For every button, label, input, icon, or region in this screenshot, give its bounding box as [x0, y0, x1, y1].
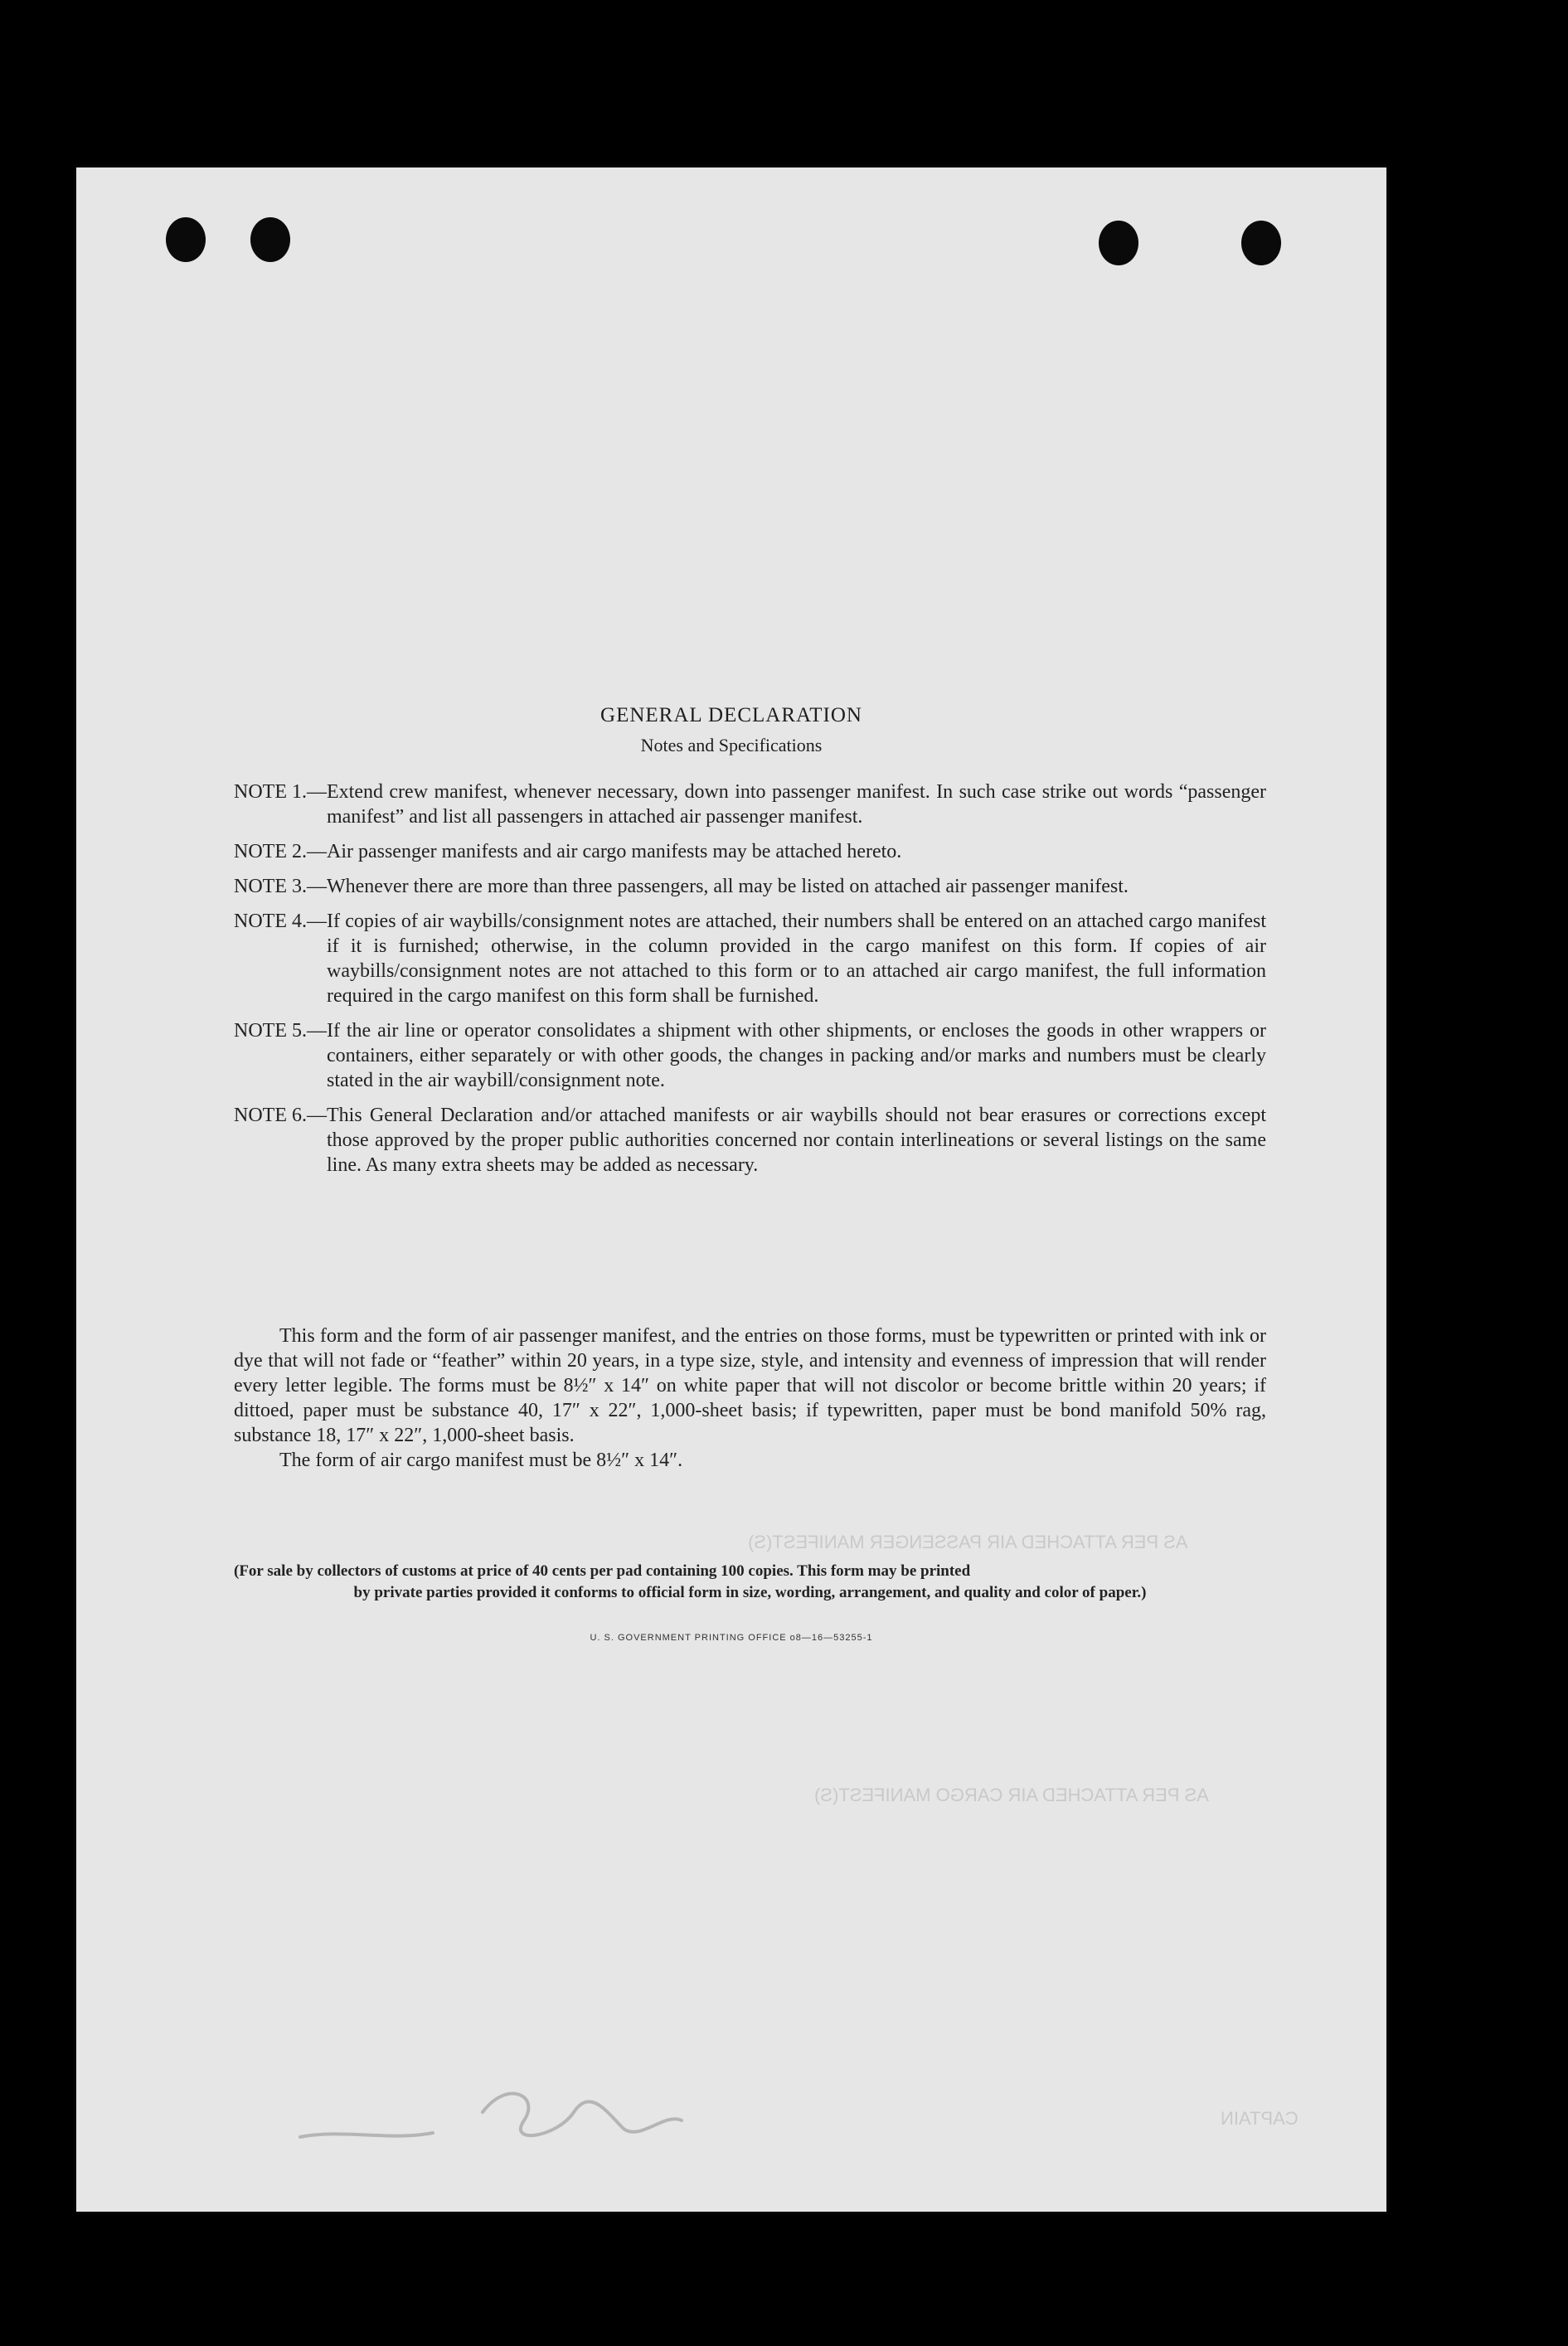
note-text: Air passenger manifests and air cargo manifests may be attached hereto. — [326, 841, 902, 862]
note-label: NOTE 2.— — [234, 841, 327, 862]
punch-hole-left-2 — [250, 217, 290, 262]
note-label: NOTE 3.— — [234, 876, 327, 897]
note-text: This General Declaration and/or attached manifests or air waybills should not bear erasures or corrections except those approved by the proper public authorities concerned nor contain interlineations or several listings on the same line. As many extra sheets may be added as necessary. — [326, 1105, 1266, 1176]
sale-notice-line-1: (For sale by collectors of customs at price of 40 cents per pad containing 100 copies. This form may be printed — [234, 1562, 971, 1580]
note-2 — [234, 839, 1266, 864]
bleed-through-passenger: AS PER ATTACHED AIR PASSENGER MANIFEST(S) — [748, 1532, 1188, 1552]
note-4 — [234, 909, 1266, 1008]
punch-hole-right-2 — [1241, 221, 1281, 265]
document-subtitle: Notes and Specifications — [640, 735, 823, 755]
document-title: GENERAL DECLARATION — [600, 704, 862, 726]
note-text: Extend crew manifest, whenever necessary, down into passenger manifest. In such case strike out words “passenger manifest” and list all passengers in attached air passenger manifest. — [326, 781, 1266, 828]
sale-notice-line-2: by private parties provided it conforms to official form in size, wording, arrangement, and quality and color of paper.) — [353, 1584, 1147, 1601]
specification-text: This form and the form of air passenger manifest, and the entries on those forms, must be typewritten or printed with ink or dye that will not fade or “feather” within 20 years, in a type size, style, and intensity and evenness of impression that will render every letter legible. The forms must be 8½″ x 14″ on white paper that will not discolor or become brittle within 20 years; if dittoed, paper must be substance 40, 17″ x 22″, 1,000-sheet basis; if typewritten, paper must be bond manifold 50% rag, substance 18, 17″ x 22″, 1,000-sheet basis. — [234, 1325, 1266, 1446]
printer-imprint: U. S. GOVERNMENT PRINTING OFFICE o8—16—53255-1 — [590, 1633, 873, 1643]
notes-list — [234, 780, 1266, 1188]
note-text: If copies of air waybills/consignment notes are attached, their numbers shall be entered on an attached cargo manifest if it is furnished; otherwise, in the column provided in the cargo manifest on this form. If copies of air waybills/consignment notes are not attached to this form or to an attached air cargo manifest, the full information required in the cargo manifest on this form shall be furnished. — [326, 911, 1266, 1007]
bleed-through-cargo: AS PER ATTACHED AIR CARGO MANIFEST(S) — [814, 1785, 1209, 1805]
signature-bleed-through — [292, 2062, 756, 2162]
note-1 — [234, 780, 1266, 829]
note-5 — [234, 1018, 1266, 1093]
punch-hole-right-1 — [1099, 221, 1138, 265]
note-label: NOTE 4.— — [234, 911, 327, 932]
note-3 — [234, 874, 1266, 899]
cargo-manifest-size-text: The form of air cargo manifest must be 8½″ x 14″. — [279, 1450, 683, 1471]
form-specification-paragraph — [234, 1324, 1266, 1473]
document-page — [76, 168, 1386, 2212]
note-text: Whenever there are more than three passengers, all may be listed on attached air passenger manifest. — [326, 876, 1129, 897]
note-label: NOTE 5.— — [234, 1020, 327, 1042]
note-6 — [234, 1103, 1266, 1178]
note-text: If the air line or operator consolidates a shipment with other shipments, or encloses the goods in other wrappers or containers, either separately or with other goods, the changes in packing and/or marks and numbers must be clearly stated in the air waybill/consignment note. — [326, 1020, 1266, 1091]
note-label: NOTE 1.— — [234, 781, 327, 803]
sale-notice — [234, 1561, 1266, 1604]
note-label: NOTE 6.— — [234, 1105, 327, 1126]
bleed-through-captain: CAPTAIN — [1221, 2108, 1299, 2129]
punch-hole-left-1 — [166, 217, 206, 262]
